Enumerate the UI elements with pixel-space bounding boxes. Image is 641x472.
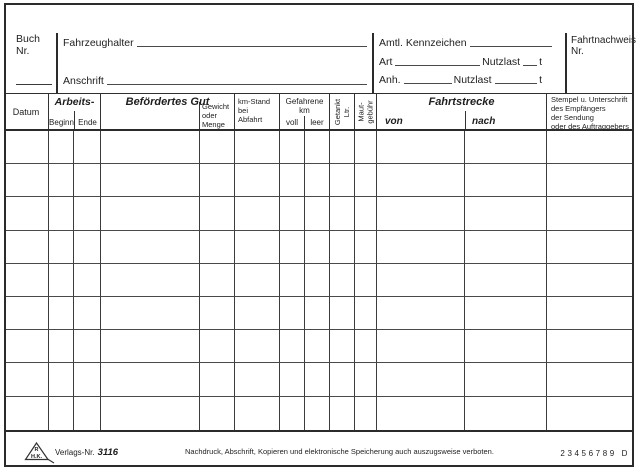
table-cell <box>101 197 200 230</box>
buch-label-line1: Buch <box>16 33 40 45</box>
table-cell <box>377 297 465 330</box>
table-cell <box>547 363 634 396</box>
table-cell <box>235 231 280 264</box>
table-cell <box>330 330 355 363</box>
voll-label: voll <box>285 118 298 127</box>
table-cell <box>280 197 305 230</box>
fahrzeughalter-blank-line <box>137 45 367 47</box>
table-cell <box>74 397 101 430</box>
table-cell <box>74 264 101 297</box>
table-cell <box>305 164 330 197</box>
table-cell <box>355 297 377 330</box>
anh-nutzlast-label: Nutzlast <box>453 74 492 86</box>
buch-label-line2: Nr. <box>16 44 30 57</box>
anh-blank-line <box>404 82 452 84</box>
table-cell <box>101 397 200 430</box>
table-cell <box>235 363 280 396</box>
table-cell <box>49 231 74 264</box>
stempel-label: Stempel u. Unterschrift des Empfängers der Sendung oder des Auftraggebers <box>551 95 629 131</box>
table-cell <box>200 131 235 164</box>
table-cell <box>4 197 49 230</box>
table-cell <box>280 231 305 264</box>
table-cell <box>74 164 101 197</box>
table-cell <box>330 264 355 297</box>
table-cell <box>4 363 49 396</box>
table-cell <box>101 330 200 363</box>
table-cell <box>377 397 465 430</box>
table-cell <box>465 330 547 363</box>
table-cell <box>355 231 377 264</box>
anh-nutzlast-blank-line <box>495 82 538 84</box>
ende-label: Ende <box>78 118 97 127</box>
table-cell <box>547 297 634 330</box>
table-cell <box>49 363 74 396</box>
table-cell <box>200 397 235 430</box>
table-cell <box>330 197 355 230</box>
table-cell <box>200 197 235 230</box>
von-label: von <box>385 116 403 127</box>
table-cell <box>377 131 465 164</box>
ende-header <box>74 111 100 129</box>
table-cell <box>465 363 547 396</box>
table-cell <box>377 231 465 264</box>
table-cell <box>101 363 200 396</box>
table-cell <box>465 297 547 330</box>
table-cell <box>49 264 74 297</box>
logo-letter-r: R <box>34 447 39 453</box>
table-cell <box>355 397 377 430</box>
table-cell <box>280 264 305 297</box>
anh-label: Anh. <box>379 74 401 86</box>
form-code: 23456789 D <box>560 449 630 458</box>
datum-label: Datum <box>12 106 40 117</box>
table-cell <box>4 131 49 164</box>
leer-header <box>304 116 329 129</box>
table-cell <box>377 330 465 363</box>
table-cell <box>200 264 235 297</box>
beginn-header <box>49 111 74 129</box>
table-cell <box>355 164 377 197</box>
table-cell <box>235 197 280 230</box>
table-cell <box>465 397 547 430</box>
divider-kennzeichen <box>372 33 374 93</box>
table-cell <box>305 297 330 330</box>
fahrtnachweis-label <box>571 35 636 57</box>
table-cell <box>465 164 547 197</box>
fahrtstrecke-subrow <box>377 111 546 129</box>
table-cell <box>305 330 330 363</box>
column-header-gefahrene-km <box>280 94 330 129</box>
table-cell <box>330 397 355 430</box>
fahrtstrecke-label: Fahrtstrecke <box>428 96 495 108</box>
column-header-stempel <box>547 94 634 129</box>
befoerdertes-gut-label: Befördertes Gut <box>125 96 210 108</box>
anschrift-label: Anschrift <box>63 75 104 87</box>
publisher-logo <box>23 441 55 464</box>
column-header-fahrtstrecke <box>377 94 547 129</box>
km-stand-label: km-Stand bei Abfahrt <box>238 97 271 124</box>
fahrtnachweis-line1: Fahrtnachweis <box>571 35 637 46</box>
von-header <box>377 111 465 129</box>
table-cell <box>280 363 305 396</box>
table-cell <box>280 330 305 363</box>
table-cell <box>235 397 280 430</box>
table-cell <box>330 231 355 264</box>
table-cell <box>547 330 634 363</box>
nutzlast-label: Nutzlast <box>482 56 521 68</box>
art-blank-line <box>395 64 480 66</box>
table-cell <box>465 197 547 230</box>
table-cell <box>305 363 330 396</box>
table-cell <box>465 264 547 297</box>
amtl-kennzeichen-label: Amtl. Kennzeichen <box>379 37 467 49</box>
column-header-datum <box>4 94 49 129</box>
table-cell <box>200 164 235 197</box>
anschrift-row <box>63 74 369 87</box>
column-header-arbeits <box>49 94 101 129</box>
table-cell <box>280 131 305 164</box>
copyright-notice: Nachdruck, Abschrift, Kopieren und elektronische Speicherung auch auszugsweise verboten. <box>185 447 494 456</box>
table-body <box>4 131 634 432</box>
table-cell <box>305 397 330 430</box>
table-cell <box>280 397 305 430</box>
table-cell <box>330 297 355 330</box>
column-header-maut <box>355 94 377 129</box>
table-cell <box>74 131 101 164</box>
nach-header <box>465 111 546 129</box>
table-cell <box>101 164 200 197</box>
table-cell <box>235 164 280 197</box>
nutzlast-blank-line <box>523 64 537 66</box>
fahrzeughalter-row <box>63 36 369 49</box>
fahrtnachweis-line2: Nr. <box>571 46 584 58</box>
table-cell <box>330 363 355 396</box>
table-cell <box>377 363 465 396</box>
table-cell <box>74 363 101 396</box>
table-cell <box>547 197 634 230</box>
table-cell <box>465 131 547 164</box>
gewicht-menge-label: Gewicht oder Menge <box>202 102 230 129</box>
table-cell <box>49 197 74 230</box>
gefahrene-km-label: Gefahrene km <box>285 97 324 116</box>
table-header <box>4 93 634 131</box>
table-cell <box>280 297 305 330</box>
divider-fahrtnachweis <box>565 33 567 93</box>
table-cell <box>4 330 49 363</box>
table-cell <box>465 231 547 264</box>
gewicht-menge-header <box>199 102 234 129</box>
table-cell <box>355 131 377 164</box>
table-cell <box>200 231 235 264</box>
nach-label: nach <box>472 116 496 127</box>
table-cell <box>49 330 74 363</box>
divider-buch <box>56 33 58 93</box>
column-header-getankt <box>330 94 355 129</box>
fahrzeughalter-label: Fahrzeughalter <box>63 37 134 49</box>
beginn-label: Beginn <box>49 118 74 127</box>
art-label: Art <box>379 56 393 68</box>
verlag-label: Verlags-Nr. <box>55 448 95 457</box>
leer-label: leer <box>310 118 324 127</box>
table-cell <box>4 231 49 264</box>
buch-nr-label <box>16 34 40 58</box>
getankt-label: Getankt Ltr. <box>333 98 352 125</box>
table-cell <box>547 131 634 164</box>
table-cell <box>101 264 200 297</box>
table-cell <box>74 330 101 363</box>
table-cell <box>547 264 634 297</box>
kennzeichen-blank-line <box>470 45 552 47</box>
table-cell <box>49 164 74 197</box>
table-cell <box>355 363 377 396</box>
table-cell <box>305 264 330 297</box>
table-cell <box>280 164 305 197</box>
table-cell <box>101 131 200 164</box>
column-header-km-stand <box>235 94 280 129</box>
verlag-number: 3116 <box>97 447 119 458</box>
table-cell <box>49 397 74 430</box>
table-cell <box>377 264 465 297</box>
table-cell <box>355 330 377 363</box>
table-cell <box>330 131 355 164</box>
table-cell <box>547 231 634 264</box>
kennzeichen-row <box>379 36 554 49</box>
table-cell <box>235 131 280 164</box>
table-cell <box>4 297 49 330</box>
table-cell <box>330 164 355 197</box>
table-cell <box>235 330 280 363</box>
table-cell <box>200 330 235 363</box>
table-cell <box>547 164 634 197</box>
table-cell <box>49 297 74 330</box>
table-cell <box>235 297 280 330</box>
anh-t-unit-label: t <box>539 74 542 86</box>
table-cell <box>547 397 634 430</box>
column-header-befoerdertes-gut <box>101 94 235 129</box>
anschrift-blank-line <box>107 83 367 85</box>
logo-letters-hk: H.K. <box>31 454 42 460</box>
buch-nr-blank-line <box>16 84 52 85</box>
table-cell <box>4 264 49 297</box>
voll-header <box>280 116 304 129</box>
arbeits-group-label: Arbeits- <box>54 96 95 108</box>
verlag-number-line <box>55 447 118 458</box>
table-cell <box>74 197 101 230</box>
gefahrene-subrow <box>280 116 329 129</box>
table-cell <box>101 297 200 330</box>
table-cell <box>377 197 465 230</box>
table-cell <box>377 164 465 197</box>
anh-row <box>379 73 542 86</box>
t-unit-label: t <box>539 56 542 68</box>
art-row <box>379 55 542 68</box>
table-cell <box>74 297 101 330</box>
table-cell <box>305 131 330 164</box>
table-cell <box>49 131 74 164</box>
table-cell <box>355 264 377 297</box>
table-cell <box>305 231 330 264</box>
table-cell <box>305 197 330 230</box>
maut-label: Maut- gebühr <box>356 99 375 124</box>
table-cell <box>200 297 235 330</box>
table-cell <box>74 231 101 264</box>
table-cell <box>235 264 280 297</box>
table-cell <box>4 164 49 197</box>
arbeits-subrow <box>49 111 100 129</box>
table-cell <box>200 363 235 396</box>
table-cell <box>4 397 49 430</box>
table-cell <box>355 197 377 230</box>
table-cell <box>101 231 200 264</box>
